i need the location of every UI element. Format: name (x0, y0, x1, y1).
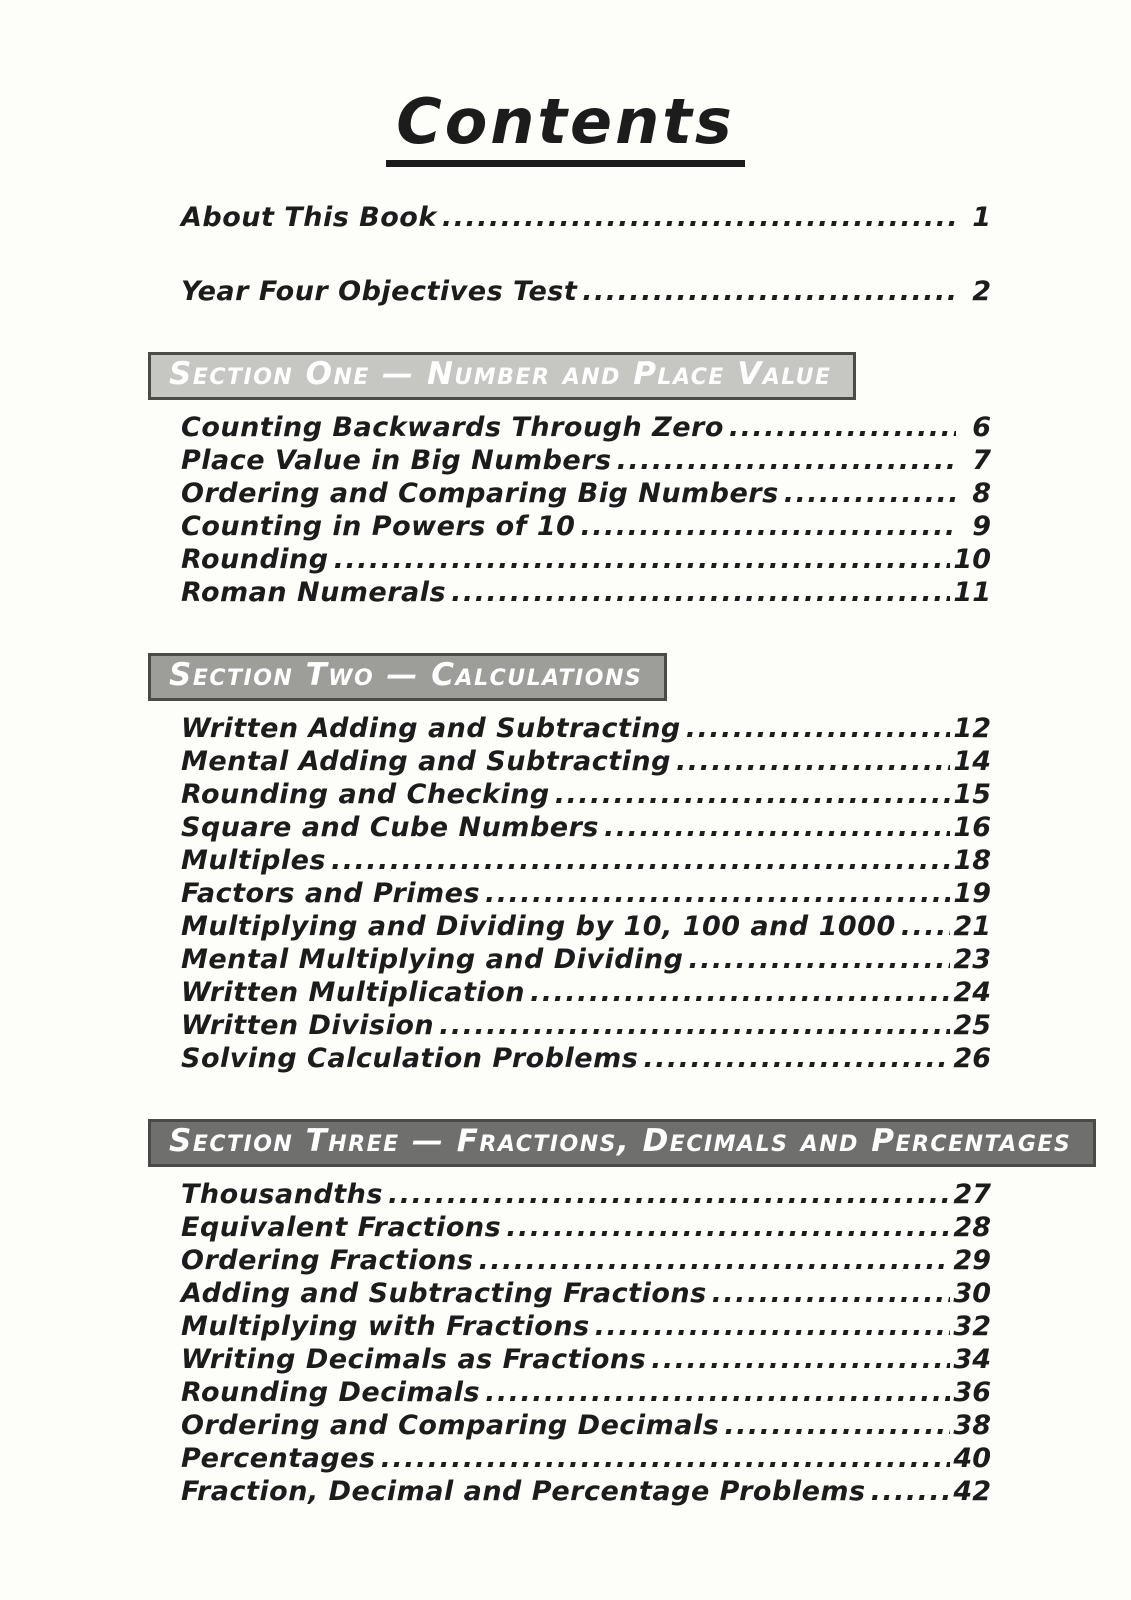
dot-leader (688, 943, 950, 976)
toc-entry-label: Factors and Primes (181, 878, 481, 910)
title-wrap (0, 0, 1131, 167)
toc-entry-label: Fraction, Decimal and Percentage Problems (181, 1476, 866, 1508)
toc-entry (181, 976, 991, 1009)
toc-entry-label: Thousandths (181, 1179, 383, 1211)
toc-entry-label: Written Division (181, 1010, 435, 1042)
dot-leader (651, 1343, 950, 1376)
sections (169, 352, 1072, 1508)
toc-entry (181, 1211, 991, 1244)
toc-entry-page-number: 21 (953, 911, 991, 943)
toc-entry (181, 910, 991, 943)
toc-entry (181, 943, 991, 976)
dot-leader (388, 1178, 950, 1211)
dot-leader (478, 1244, 950, 1277)
toc-entry (181, 510, 991, 543)
toc-entry-page-number: 14 (953, 746, 991, 778)
dot-leader (604, 811, 950, 844)
toc-entry (181, 201, 991, 234)
dot-leader (530, 976, 950, 1009)
toc-entry-page-number: 9 (972, 511, 991, 543)
toc-entry-page-number: 26 (953, 1043, 991, 1075)
toc-entry (181, 1310, 991, 1343)
toc-entry-page-number: 7 (972, 445, 991, 477)
toc-entry (181, 745, 991, 778)
toc-entry (181, 477, 991, 510)
dot-leader (729, 411, 956, 444)
toc-entry-label: Writing Decimals as Fractions (181, 1344, 647, 1376)
toc-entry (181, 1244, 991, 1277)
dot-leader (555, 778, 951, 811)
toc-entry-page-number: 27 (953, 1179, 991, 1211)
toc-entry-label: About This Book (181, 202, 437, 234)
toc-entry-page-number: 15 (953, 779, 991, 811)
toc-entry-page-number: 16 (953, 812, 991, 844)
toc-entry (181, 444, 991, 477)
toc-entry-page-number: 25 (953, 1010, 991, 1042)
toc-entry (181, 1343, 991, 1376)
toc-entry-page-number: 40 (953, 1443, 991, 1475)
toc-entry-label: Ordering and Comparing Decimals (181, 1410, 720, 1442)
dot-leader (712, 1277, 951, 1310)
dot-leader (331, 844, 950, 877)
dot-leader (643, 1042, 950, 1075)
toc-entry (181, 411, 991, 444)
dot-leader (442, 201, 956, 234)
toc-entry-label: Roman Numerals (181, 577, 447, 609)
toc-entry-label: Counting in Powers of 10 (181, 511, 576, 543)
front-items (181, 201, 991, 308)
toc-entry-label: Multiples (181, 845, 326, 877)
dot-leader (439, 1009, 950, 1042)
dot-leader (485, 1376, 950, 1409)
dot-leader (451, 576, 950, 609)
table-of-contents (169, 201, 1072, 1508)
dot-leader (871, 1475, 951, 1508)
toc-entry-label: Multiplying and Dividing by 10, 100 and 1000 (181, 911, 896, 943)
toc-entry-label: Rounding Decimals (181, 1377, 481, 1409)
toc-entry-page-number: 6 (972, 412, 991, 444)
toc-entry-page-number: 36 (953, 1377, 991, 1409)
dot-leader (334, 543, 951, 576)
dot-leader (686, 712, 951, 745)
dot-leader (582, 275, 956, 308)
section-heading: Section Two — Calculations (169, 657, 643, 694)
toc-entry (181, 1178, 991, 1211)
toc-entry-page-number: 18 (953, 845, 991, 877)
dot-leader (506, 1211, 950, 1244)
page-title: Contents (386, 88, 745, 167)
toc-entry-label: Mental Adding and Subtracting (181, 746, 671, 778)
toc-entry (181, 844, 991, 877)
toc-entry (181, 1409, 991, 1442)
toc-entry-page-number: 28 (953, 1212, 991, 1244)
toc-entry-page-number: 23 (953, 944, 991, 976)
toc-entry-label: Mental Multiplying and Dividing (181, 944, 684, 976)
toc-entry (181, 1376, 991, 1409)
toc-entry-page-number: 34 (953, 1344, 991, 1376)
toc-section (169, 1119, 1072, 1508)
toc-entry-page-number: 32 (953, 1311, 991, 1343)
toc-entry (181, 1277, 991, 1310)
toc-entry-label: Rounding (181, 544, 329, 576)
dot-leader (617, 444, 956, 477)
toc-entry-page-number: 38 (953, 1410, 991, 1442)
toc-entry-label: Solving Calculation Problems (181, 1043, 639, 1075)
toc-entry-label: Rounding and Checking (181, 779, 550, 811)
toc-entry-label: Adding and Subtracting Fractions (181, 1278, 707, 1310)
dot-leader (595, 1310, 951, 1343)
toc-entry-page-number: 42 (953, 1476, 991, 1508)
section-heading: Section One — Number and Place Value (169, 356, 832, 393)
toc-entry (181, 576, 991, 609)
section-entries (181, 411, 991, 609)
toc-entry (181, 877, 991, 910)
dot-leader (580, 510, 956, 543)
section-heading-banner (148, 352, 856, 400)
dot-leader (485, 877, 950, 910)
dot-leader (676, 745, 950, 778)
section-entries (181, 712, 991, 1075)
toc-entry-page-number: 11 (953, 577, 991, 609)
toc-entry-page-number: 1 (972, 202, 991, 234)
section-heading-banner (148, 653, 667, 701)
section-heading-banner (148, 1119, 1096, 1167)
dot-leader (724, 1409, 950, 1442)
toc-entry-page-number: 19 (953, 878, 991, 910)
toc-entry-label: Equivalent Fractions (181, 1212, 502, 1244)
toc-section (169, 653, 991, 1075)
toc-section (169, 352, 991, 609)
toc-entry (181, 275, 991, 308)
toc-entry-page-number: 2 (972, 276, 991, 308)
toc-entry-label: Ordering Fractions (181, 1245, 474, 1277)
toc-entry (181, 811, 991, 844)
toc-entry-page-number: 24 (953, 977, 991, 1009)
toc-entry (181, 712, 991, 745)
toc-entry (181, 1009, 991, 1042)
toc-entry-label: Square and Cube Numbers (181, 812, 599, 844)
toc-entry-page-number: 29 (953, 1245, 991, 1277)
toc-entry-label: Written Multiplication (181, 977, 526, 1009)
toc-entry-page-number: 12 (953, 713, 991, 745)
toc-entry-page-number: 30 (953, 1278, 991, 1310)
toc-entry-label: Year Four Objectives Test (181, 276, 578, 308)
dot-leader (381, 1442, 951, 1475)
dot-leader (901, 910, 951, 943)
toc-entry (181, 543, 991, 576)
toc-entry-label: Place Value in Big Numbers (181, 445, 612, 477)
toc-entry-page-number: 8 (972, 478, 991, 510)
toc-entry (181, 1042, 991, 1075)
toc-entry (181, 1442, 991, 1475)
toc-entry-label: Counting Backwards Through Zero (181, 412, 724, 444)
toc-entry-label: Ordering and Comparing Big Numbers (181, 478, 779, 510)
toc-entry-label: Written Adding and Subtracting (181, 713, 681, 745)
section-heading: Section Three — Fractions, Decimals and Percentages (169, 1123, 1072, 1160)
toc-entry-page-number: 10 (953, 544, 991, 576)
toc-entry (181, 778, 991, 811)
toc-entry-label: Multiplying with Fractions (181, 1311, 590, 1343)
dot-leader (784, 477, 956, 510)
toc-entry-label: Percentages (181, 1443, 376, 1475)
toc-entry (181, 1475, 991, 1508)
section-entries (181, 1178, 991, 1508)
